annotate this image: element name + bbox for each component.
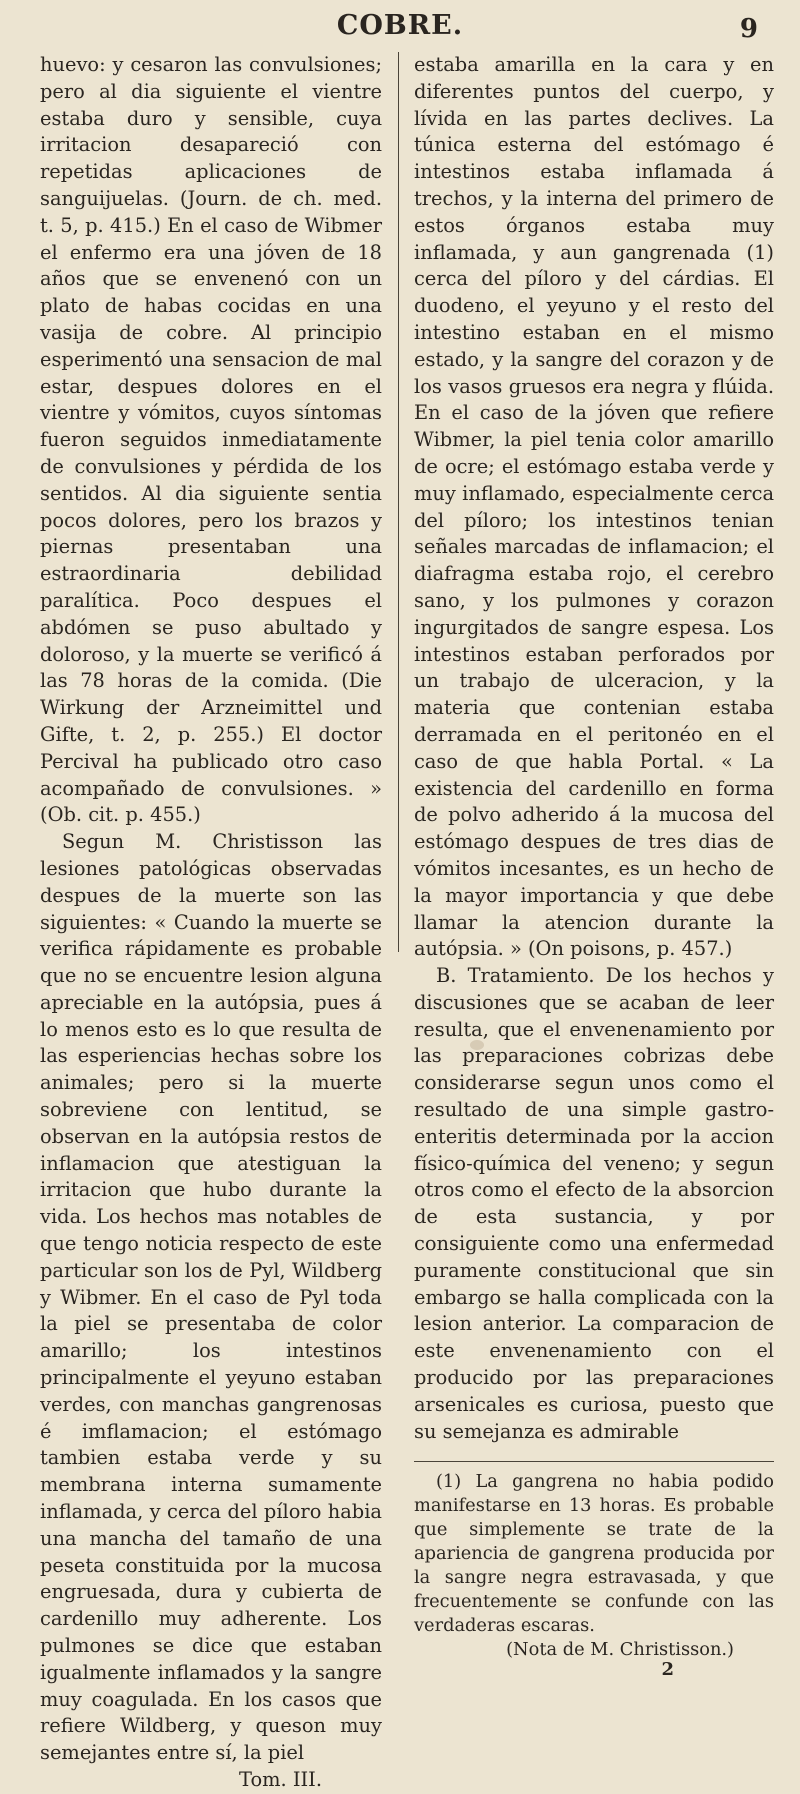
right-column [414, 52, 774, 1680]
sheet-mark: 2 [661, 1659, 674, 1681]
running-title: COBRE. [336, 10, 464, 41]
footnote-rule [414, 1461, 774, 1462]
left-paragraph-2: Segun M. Christisson las lesiones patológicas observadas despues de la muerte son las siguientes: « Cuando la muerte se verifica rápidamente es probable que no se encuentre lesion alguna apreciable en la autópsia, pues á lo menos esto es lo que resulta de las esperiencias hechas sobre los animales; pero si la muerte sobreviene con lentitud, se observan en la autópsia restos de inflamacion que atestiguan la irritacion que hubo durante la vida. Los hechos mas notables de que tengo noticia respecto de este particular son los de Pyl, Wildberg y Wibmer. En el caso de Pyl toda la piel se presentaba de color amarillo; los intestinos principalmente el yeyuno estaban verdes, con manchas gangrenosas é imflamacion; el estómago tambien estaba verde y su membrana interna sumamente inflamada, y cerca del píloro habia una mancha del tamaño de una peseta constituida por la mucosa engruesada, dura y cubierta de cardenillo muy adherente. Los pulmones se dice que estaban igualmente inflamados y la sangre muy coagulada. En los casos que refiere Wildberg, y queson muy semejantes entre sí, la piel [40, 830, 382, 1765]
left-column [40, 52, 382, 1794]
footnote [414, 1470, 774, 1680]
volume-mark: Tom. III. [239, 1768, 322, 1791]
footnote-signature: (Nota de M. Christisson.) [506, 1639, 734, 1661]
right-paragraph-2: B. Tratamiento. De los hechos y discusiones que se acaban de leer resulta, que el envenenamiento por las preparaciones cobrizas debe considerarse segun unos como el resultado de una simple gastro-enteritis determinada por la accion físico-química del veneno; y segun otros como el efecto de la absorcion de esta sustancia, y por consiguiente como una enfermedad puramente constitucional que sin embargo se halla complicada con la lesion anterior. La comparacion de este envenenamiento con el producido por las preparaciones arsenicales es curiosa, puesto que su semejanza es admirable [414, 964, 774, 1443]
page-number: 9 [739, 14, 758, 44]
footnote-text: (1) La gangrena no habia podido manifestarse en 13 horas. Es probable que simplemente se trate de la apariencia de gangrena producida por la sangre negra estravasada, y que frecuentemente se confunde con las verdaderas escaras. [414, 1471, 774, 1637]
page-header [0, 10, 800, 50]
right-paragraph-1: estaba amarilla en la cara y en diferentes puntos del cuerpo, y lívida en las partes declives. La túnica esterna del estómago é intestinos estaba inflamada á trechos, y la interna del primero de estos órganos estaba muy inflamada, y aun gangrenada (1) cerca del píloro y del cárdias. El duodeno, el yeyuno y el resto del intestino estaban en el mismo estado, y la sangre del corazon y de los vasos gruesos era negra y flúida. En el caso de la jóven que refiere Wibmer, la piel tenia color amarillo de ocre; el estómago estaba verde y muy inflamado, especialmente cerca del píloro; los intestinos tenian señales marcadas de inflamacion; el diafragma estaba rojo, el cerebro sano, y los pulmones y corazon ingurgitados de sangre espesa. Los intestinos estaban perforados por un trabajo de ulceracion, y la materia que contenian estaba derramada en el peritonéo en el caso de que habla Portal. « La existencia del cardenillo en forma de polvo adherido á la mucosa del estómago despues de tres dias de vómitos incesantes, es un hecho de la mayor importancia y que debe llamar la atencion durante la autópsia. » (On poisons, p. 457.) [414, 53, 774, 961]
column-divider [398, 52, 399, 952]
left-paragraph-1: huevo: y cesaron las convulsiones; pero al dia siguiente el vientre estaba duro y sensible, cuya irritacion desapareció con repetidas aplicaciones de sanguijuelas. (Journ. de ch. med. t. 5, p. 415.) En el caso de Wibmer el enfermo era una jóven de 18 años que se envenenó con un plato de habas cocidas en una vasija de cobre. Al principio esperimentó una sensacion de mal estar, despues dolores en el vientre y vómitos, cuyos síntomas fueron seguidos inmediatamente de convulsiones y pérdida de los sentidos. Al dia siguiente sentia pocos dolores, pero los brazos y piernas presentaban una estraordinaria debilidad paralítica. Poco despues el abdómen se puso abultado y doloroso, y la muerte se verificó á las 78 horas de la comida. (Die Wirkung der Arzneimittel und Gifte, t. 2, p. 255.) El doctor Percival ha publicado otro caso acompañado de convulsiones. » (Ob. cit. p. 455.) [40, 53, 382, 827]
